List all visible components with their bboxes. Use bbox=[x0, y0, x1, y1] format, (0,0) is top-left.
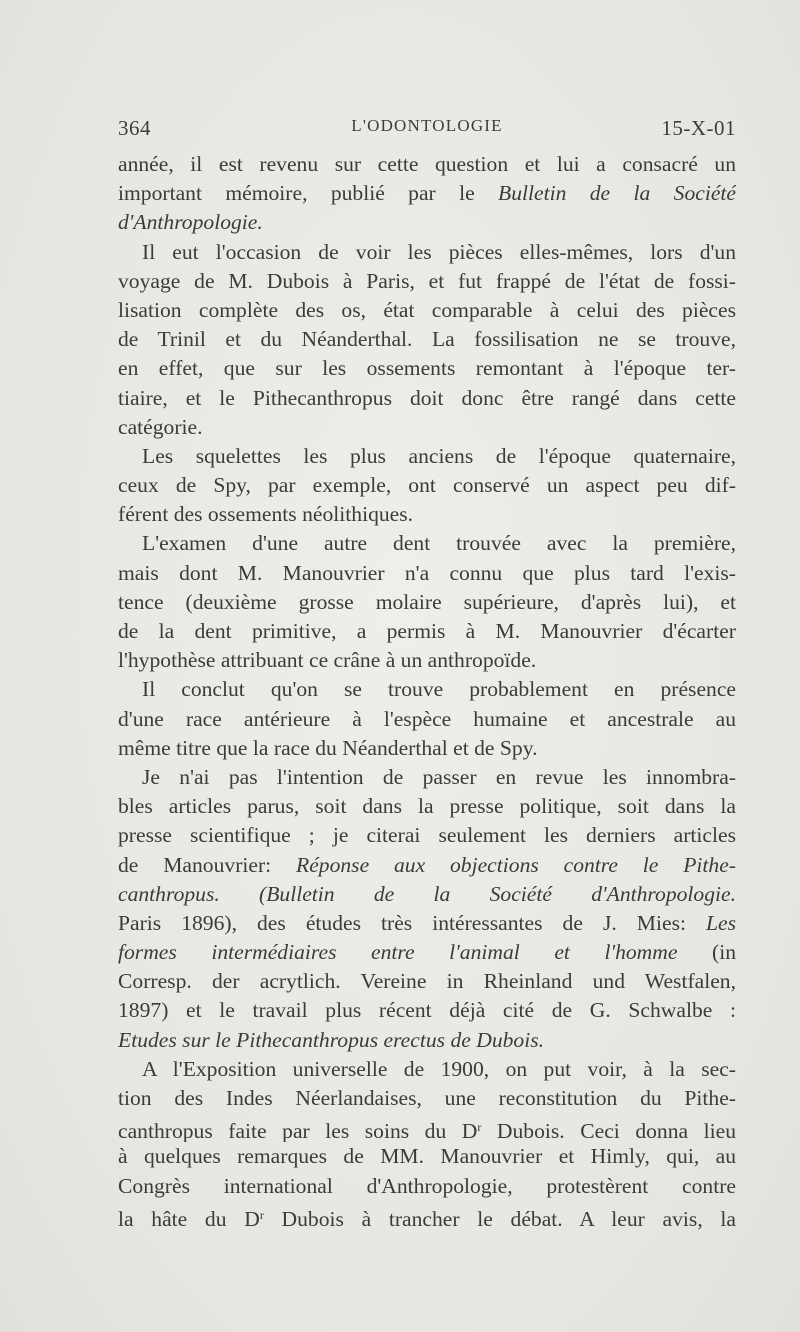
running-header bbox=[118, 116, 736, 142]
text-line bbox=[118, 909, 736, 938]
body-text bbox=[118, 150, 736, 1230]
text-line bbox=[118, 1084, 736, 1113]
text-line bbox=[118, 675, 736, 704]
text-line bbox=[118, 1055, 736, 1084]
text-line bbox=[118, 1113, 736, 1142]
text-line bbox=[118, 384, 736, 413]
text-line bbox=[118, 880, 736, 909]
text-segment: année, il est revenu sur cette question et lui a consacré un bbox=[118, 152, 736, 176]
text-segment: de Manouvrier: bbox=[118, 852, 296, 877]
text-segment: 1897) et le travail plus récent déjà cité de G. Schwalbe : bbox=[118, 998, 736, 1023]
text-line bbox=[118, 238, 736, 267]
text-segment: férent des ossements néolithiques. bbox=[118, 502, 414, 527]
text-segment: Dubois à trancher le débat. A leur avis, la bbox=[263, 1206, 736, 1230]
issue-date: 15-X-01 bbox=[661, 116, 736, 140]
text-segment: de la dent primitive, a permis à M. Manouvrier d'écarter bbox=[118, 619, 736, 643]
text-segment: Congrès international d'Anthropologie, protestèrent contre bbox=[118, 1173, 736, 1198]
text-line bbox=[118, 1172, 736, 1201]
text-line bbox=[118, 734, 736, 763]
text-line bbox=[118, 938, 736, 967]
text-segment: d'une race antérieure à l'espèce humaine et ancestrale au bbox=[118, 706, 736, 731]
text-line bbox=[118, 413, 736, 442]
text-segment: tiaire, et le Pithecanthropus doit donc être rangé dans cette bbox=[118, 385, 736, 410]
text-segment: même titre que la race du Néanderthal et de Spy. bbox=[118, 735, 538, 760]
italic-text: canthropus. (Bulletin de la Société d'Anthropologie. bbox=[118, 881, 736, 906]
running-title: L'ODONTOLOGIE bbox=[351, 116, 503, 135]
text-line bbox=[118, 296, 736, 325]
text-line bbox=[118, 559, 736, 588]
text-segment: en effet, que sur les ossements remontant à l'époque ter- bbox=[118, 356, 736, 381]
superscript-text: r bbox=[477, 1120, 482, 1135]
text-line bbox=[118, 705, 736, 734]
text-segment: important mémoire, publié par le bbox=[118, 181, 499, 206]
superscript-text: r bbox=[259, 1207, 264, 1222]
text-line bbox=[118, 763, 736, 792]
text-segment: L'examen d'une autre dent trouvée avec la première, bbox=[142, 531, 736, 556]
text-segment: A l'Exposition universelle de 1900, on put voir, à la sec- bbox=[142, 1056, 736, 1081]
text-line bbox=[118, 588, 736, 617]
italic-text: Réponse aux objections contre le Pithe- bbox=[296, 852, 736, 877]
text-segment: presse scientifique ; je citerai seulement les derniers articles bbox=[118, 823, 736, 848]
italic-text: Bulletin de la Société bbox=[498, 181, 736, 206]
text-line bbox=[118, 821, 736, 850]
text-segment: tence (deuxième grosse molaire supérieure, d'après lui), et bbox=[118, 589, 736, 614]
text-line bbox=[118, 529, 736, 558]
italic-text: d'Anthropologie. bbox=[118, 210, 263, 235]
text-line bbox=[118, 646, 736, 675]
italic-text: Les bbox=[706, 910, 736, 935]
text-segment: canthropus faite par les soins du D bbox=[118, 1119, 478, 1143]
text-line bbox=[118, 1026, 736, 1055]
text-segment: de Trinil et du Néanderthal. La fossilisation ne se trouve, bbox=[118, 327, 736, 352]
text-segment: mais dont M. Manouvrier n'a connu que plus tard l'exis- bbox=[118, 560, 736, 585]
text-line bbox=[118, 442, 736, 471]
page-number: 364 bbox=[118, 116, 151, 140]
italic-text: Etudes sur le Pithecanthropus erectus de Dubois. bbox=[118, 1027, 545, 1052]
text-segment: lisation complète des os, état comparable à celui des pièces bbox=[118, 297, 736, 322]
text-line bbox=[118, 354, 736, 383]
text-line bbox=[118, 1142, 736, 1171]
text-segment: l'hypothèse attribuant ce crâne à un anthropoïde. bbox=[118, 648, 537, 673]
text-segment: la hâte du D bbox=[118, 1206, 260, 1230]
text-segment: voyage de M. Dubois à Paris, et fut frappé de l'état de fossi- bbox=[118, 268, 736, 293]
text-segment: Les squelettes les plus anciens de l'époque quaternaire, bbox=[142, 443, 736, 468]
text-line bbox=[118, 617, 736, 646]
text-line bbox=[118, 179, 736, 208]
text-line bbox=[118, 1201, 736, 1230]
text-segment: catégorie. bbox=[118, 414, 203, 439]
text-segment: à quelques remarques de MM. Manouvrier et Himly, qui, au bbox=[118, 1144, 736, 1169]
text-line bbox=[118, 208, 736, 237]
text-line bbox=[118, 967, 736, 996]
text-line bbox=[118, 996, 736, 1025]
text-segment: Je n'ai pas l'intention de passer en revue les innombra- bbox=[142, 764, 736, 789]
italic-text: formes intermédiaires entre l'animal et l'homme bbox=[118, 940, 678, 965]
text-segment: Corresp. der acrytlich. Vereine in Rheinland und Westfalen, bbox=[118, 969, 736, 994]
text-line bbox=[118, 500, 736, 529]
text-line bbox=[118, 267, 736, 296]
text-segment: Il eut l'occasion de voir les pièces elles-mêmes, lors d'un bbox=[142, 239, 736, 264]
text-segment: ceux de Spy, par exemple, ont conservé un aspect peu dif- bbox=[118, 473, 736, 498]
text-line bbox=[118, 150, 736, 179]
text-segment: tion des Indes Néerlandaises, une reconstitution du Pithe- bbox=[118, 1086, 736, 1110]
text-line bbox=[118, 792, 736, 821]
text-segment: bles articles parus, soit dans la presse politique, soit dans la bbox=[118, 794, 736, 819]
text-segment: Il conclut qu'on se trouve probablement en présence bbox=[142, 677, 736, 702]
text-segment: Paris 1896), des études très intéressantes de J. Mies: bbox=[118, 910, 706, 935]
text-line bbox=[118, 851, 736, 880]
text-segment: Dubois. Ceci donna lieu bbox=[481, 1119, 736, 1143]
text-line bbox=[118, 325, 736, 354]
text-segment: (in bbox=[677, 940, 736, 965]
text-line bbox=[118, 471, 736, 500]
